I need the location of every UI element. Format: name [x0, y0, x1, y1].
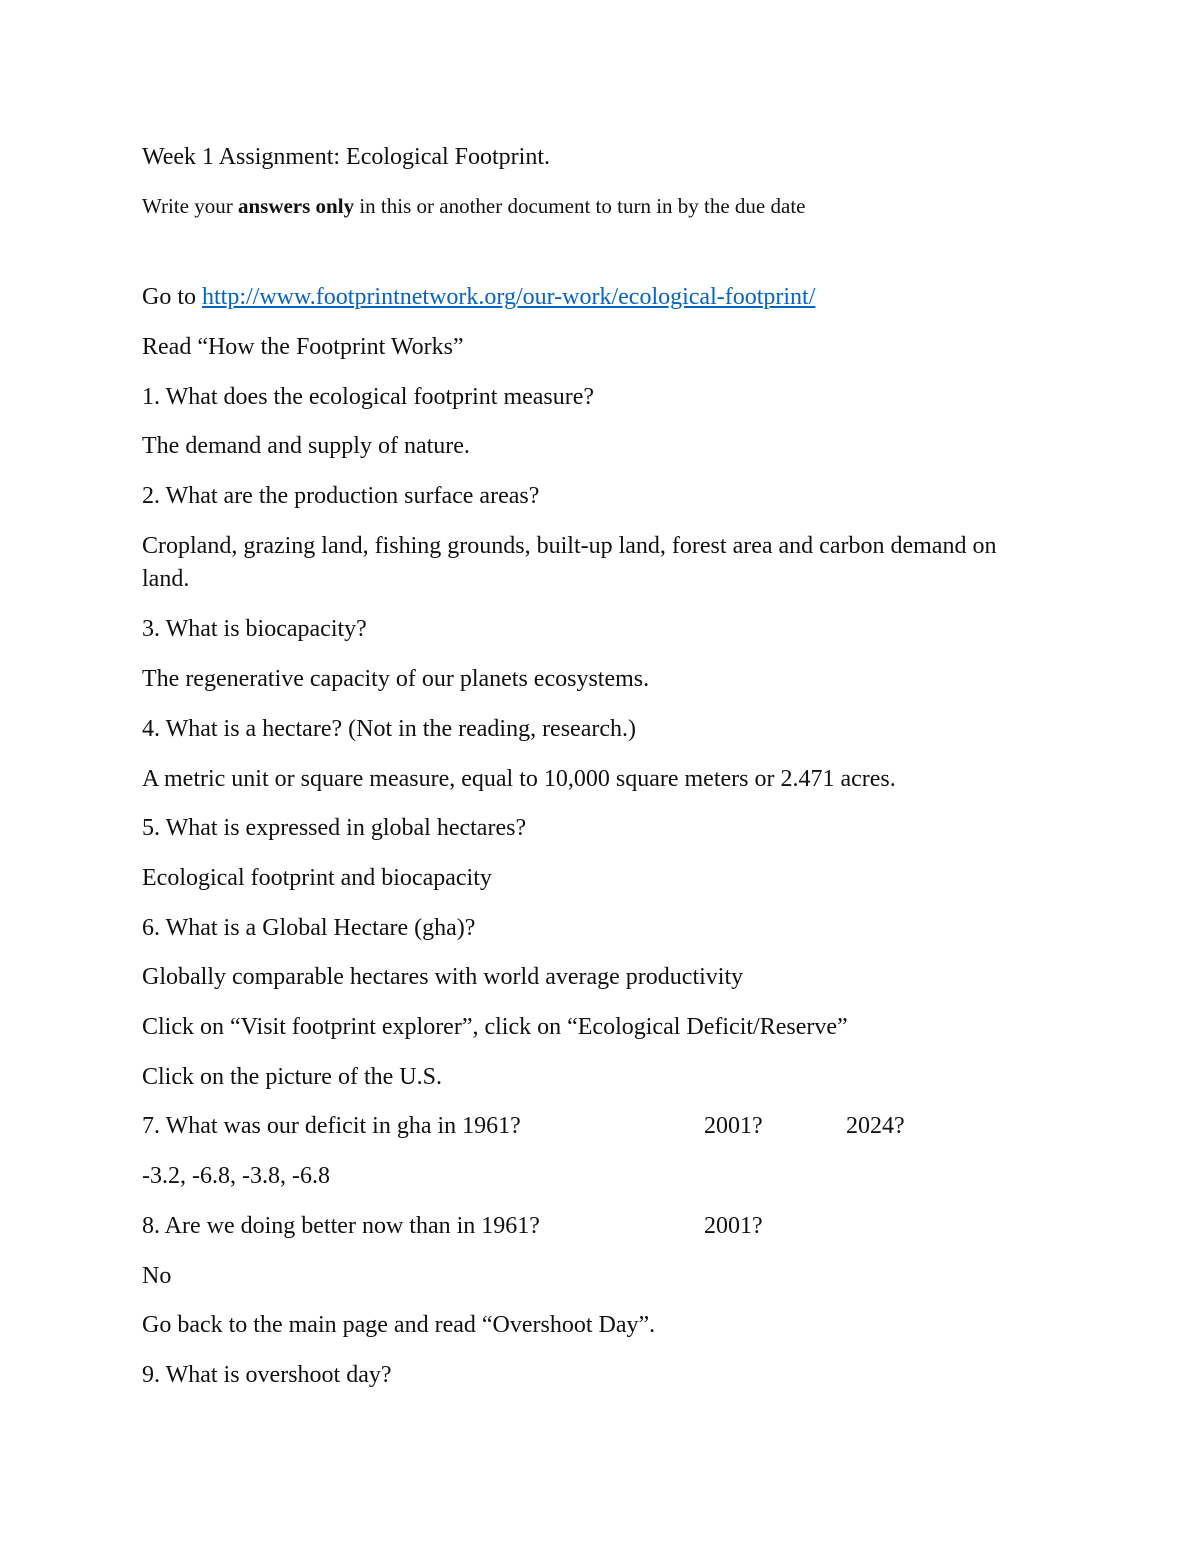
instructions-suffix: in this or another document to turn in by the due date — [354, 194, 806, 218]
question-9: 9. What is overshoot day? — [142, 1362, 392, 1388]
click-instruction-2: Click on the picture of the U.S. — [142, 1064, 442, 1090]
goto-line — [142, 281, 815, 314]
question-1: 1. What does the ecological footprint measure? — [142, 384, 595, 410]
question-3: 3. What is biocapacity? — [142, 616, 367, 642]
click-instruction-1: Click on “Visit footprint explorer”, click on “Ecological Deficit/Reserve” — [142, 1014, 848, 1040]
instructions-prefix: Write your — [142, 194, 238, 218]
answer-3: The regenerative capacity of our planets ecosystems. — [142, 666, 650, 692]
answer-6: Globally comparable hectares with world average productivity — [142, 964, 744, 990]
answer-5: Ecological footprint and biocapacity — [142, 865, 492, 891]
answer-4: A metric unit or square measure, equal to 10,000 square meters or 2.471 acres. — [142, 766, 896, 792]
question-4: 4. What is a hectare? (Not in the reading, research.) — [142, 716, 636, 742]
question-8 — [142, 1210, 1042, 1243]
answer-2: Cropland, grazing land, fishing grounds, built-up land, forest area and carbon demand on land. — [142, 533, 997, 592]
question-7-part-3: 2024? — [846, 1113, 905, 1139]
question-7-part-1: 7. What was our deficit in gha in 1961? — [142, 1113, 521, 1139]
question-7 — [142, 1110, 1042, 1143]
read-instruction: Read “How the Footprint Works” — [142, 334, 464, 360]
question-8-part-1: 8. Are we doing better now than in 1961? — [142, 1213, 540, 1239]
goto-prefix: Go to — [142, 284, 202, 310]
document-title: Week 1 Assignment: Ecological Footprint. — [142, 144, 551, 170]
question-7-part-2: 2001? — [704, 1113, 763, 1139]
go-back-instruction: Go back to the main page and read “Overshoot Day”. — [142, 1312, 656, 1338]
answer-1: The demand and supply of nature. — [142, 433, 470, 459]
question-5: 5. What is expressed in global hectares? — [142, 815, 527, 841]
footprint-network-link[interactable]: http://www.footprintnetwork.org/our-work/ecological-footprint/ — [202, 284, 816, 310]
answer-7: -3.2, -6.8, -3.8, -6.8 — [142, 1163, 330, 1189]
answer-8: No — [142, 1263, 172, 1289]
question-6: 6. What is a Global Hectare (gha)? — [142, 915, 476, 941]
question-2: 2. What are the production surface areas? — [142, 483, 540, 509]
instructions-line — [142, 190, 805, 223]
question-8-part-2: 2001? — [704, 1213, 763, 1239]
instructions-bold: answers only — [237, 194, 355, 218]
